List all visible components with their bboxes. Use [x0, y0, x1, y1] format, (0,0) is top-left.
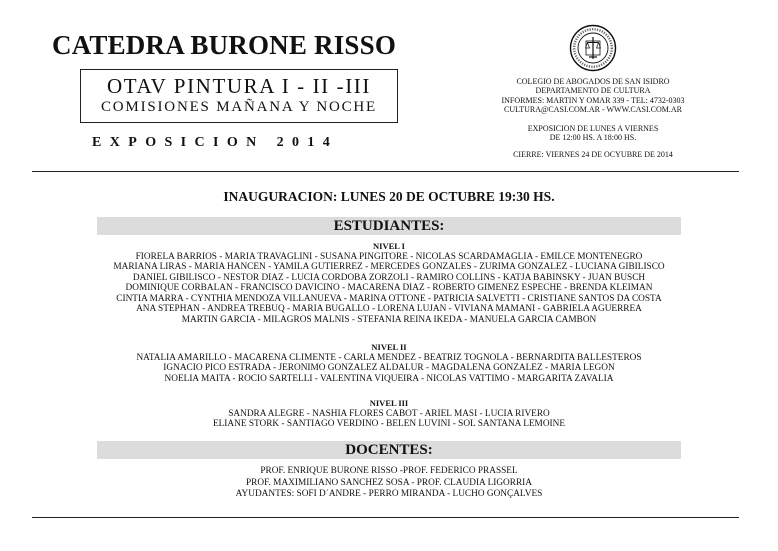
list-item: DOMINIQUE CORBALAN - FRANCISCO DAVICINO - MACARENA DIAZ - ROBERTO GIMENEZ ESPECHE - BRENDA KLEIMAN: [125, 283, 653, 293]
list-item: PROF. MAXIMILIANO SANCHEZ SOSA - PROF. CLAUDIA LIGORRIA: [246, 477, 532, 488]
list-item: DANIEL GIBILISCO - NESTOR DIAZ - LUCIA CORDOBA ZORZOLI - RAMIRO COLLINS - KATJA BABINSKY - JUAN BUSCH: [132, 272, 646, 283]
course-box: [80, 69, 398, 123]
college-web: CULTURA@CASI.COM.AR - WWW.CASI.COM.AR: [504, 104, 682, 114]
schedule-days: EXPOSICION DE LUNES A VIERNES: [527, 124, 659, 133]
level-3-label: NIVEL III: [369, 398, 409, 408]
header-divider: [32, 171, 739, 172]
closing-date: CIERRE: VIERNES 24 DE OCYUBRE DE 2014: [513, 150, 673, 159]
exhibition-year: EXPOSICION 2014: [92, 135, 339, 150]
footer-divider: [32, 517, 739, 518]
teachers-list: [0, 466, 778, 501]
bar-association-seal-icon: [569, 24, 617, 72]
college-department: DEPARTAMENTO DE CULTURA: [535, 86, 651, 96]
list-item: MARTIN GARCIA - MILAGROS MALNIS - STEFANIA REINA IKEDA - MANUELA GARCIA CAMBON: [181, 314, 597, 325]
list-item: IGNACIO PICO ESTRADA - JERONIMO GONZALEZ ALDALUR - MAGDALENA GONZALEZ - MARIA LEGON: [163, 363, 615, 373]
list-item: NATALIA AMARILLO - MACARENA CLIMENTE - CARLA MENDEZ - BEATRIZ TOGNOLA - BERNARDITA BALLESTEROS: [136, 352, 642, 363]
list-item: AYUDANTES: SOFI D´ANDRE - PERRO MIRANDA - LUCHO GONÇALVES: [235, 489, 543, 499]
page-title: CATEDRA BURONE RISSO: [52, 30, 397, 60]
list-item: MARIANA LIRAS - MARIA HANCEN - YAMILA GUTIERREZ - MERCEDES GONZALES - ZURIMA GONZALEZ - LUCIANA GIBILISCO: [113, 262, 665, 272]
opening-date: INAUGURACION: LUNES 20 DE OCTUBRE 19:30 HS.: [223, 189, 555, 204]
list-item: ELIANE STORK - SANTIAGO VERDINO - BELEN LUVINI - SOL SANTANA LEMOINE: [212, 419, 566, 429]
list-item: CINTIA MARRA - CYNTHIA MENDOZA VILLANUEVA - MARINA OTTONE - PATRICIA SALVETTI - CRISTIANE SANTOS DA COSTA: [116, 293, 662, 304]
level-2-label: NIVEL II: [371, 342, 407, 352]
students-heading: ESTUDIANTES:: [97, 217, 681, 235]
exhibition-schedule: [490, 124, 696, 143]
college-contact: INFORMES: MARTIN Y OMAR 339 - TEL: 4732-0303: [501, 95, 685, 105]
teachers-heading: DOCENTES:: [97, 441, 681, 459]
list-item: FIORELA BARRIOS - MARIA TRAVAGLINI - SUSANA PINGITORE - NICOLAS SCARDAMAGLIA - EMILCE MONTENEGRO: [135, 251, 643, 262]
list-item: SANDRA ALEGRE - NASHIA FLORES CABOT - ARIEL MASI - LUCIA RIVERO: [228, 408, 550, 419]
list-item: NOELIA MAITA - ROCIO SARTELLI - VALENTINA VIQUEIRA - NICOLAS VATTIMO - MARGARITA ZAVALIA: [164, 373, 614, 384]
schedule-hours: DE 12:00 HS. A 18:00 HS.: [549, 133, 637, 143]
college-info: [490, 77, 696, 114]
course-shifts: COMISIONES MAÑANA Y NOCHE: [101, 99, 377, 115]
level-2-list: [0, 342, 778, 384]
level-1-list: [0, 241, 778, 325]
level-3-list: [0, 398, 778, 430]
college-name: COLEGIO DE ABOGADOS DE SAN ISIDRO: [516, 77, 670, 86]
level-1-label: NIVEL I: [373, 241, 405, 251]
list-item: PROF. ENRIQUE BURONE RISSO -PROF. FEDERICO PRASSEL: [260, 466, 518, 476]
list-item: ANA STEPHAN - ANDREA TREBUQ - MARIA BUGALLO - LORENA LUJAN - VIVIANA MAMANI - GABRIELA AGUERREA: [136, 304, 642, 314]
course-name: OTAV PINTURA I - II -III: [107, 74, 371, 98]
